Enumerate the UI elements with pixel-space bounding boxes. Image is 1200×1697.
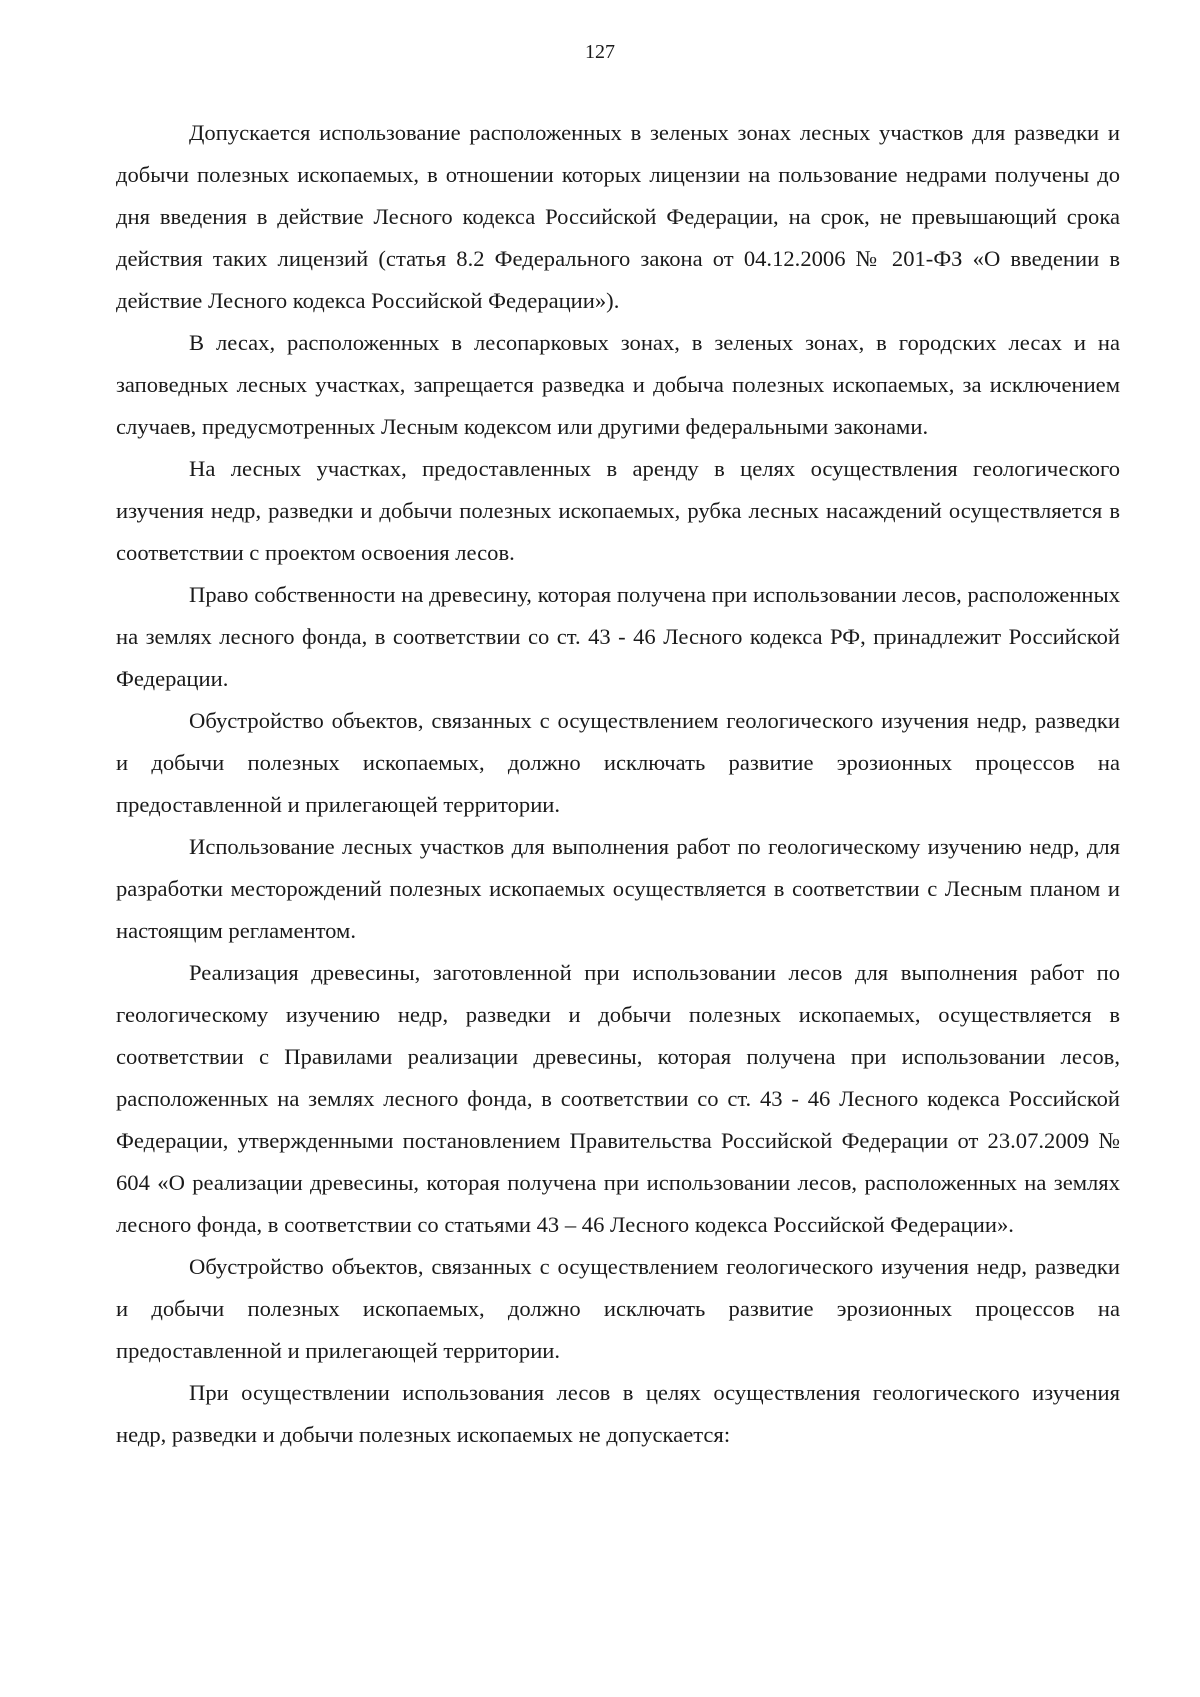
paragraph-2: В лесах, расположенных в лесопарковых зонах, в зеленых зонах, в городских лесах и на заповедных лесных участках, запрещается разведка и добыча полезных ископаемых, за исключением случаев, предусмотренных Лесным кодексом или другими федеральными законами. — [116, 330, 1120, 439]
paragraph-3: На лесных участках, предоставленных в аренду в целях осуществления геологического изучения недр, разведки и добычи полезных ископаемых, рубка лесных насаждений осуществляется в соответствии с проектом освоения лесов. — [116, 456, 1120, 565]
paragraph-8: Обустройство объектов, связанных с осуществлением геологического изучения недр, разведки и добычи полезных ископаемых, должно исключать развитие эрозионных процессов на предоставленной и прилегающей территории. — [116, 1254, 1120, 1363]
page-number: 127 — [585, 41, 615, 63]
paragraph-6: Использование лесных участков для выполнения работ по геологическому изучению недр, для разработки месторождений полезных ископаемых осуществляется в соответствии с Лесным планом и настоящим регламентом. — [116, 834, 1120, 943]
paragraph-9: При осуществлении использования лесов в целях осуществления геологического изучения недр, разведки и добычи полезных ископаемых не допускается: — [116, 1380, 1120, 1447]
paragraph-1: Допускается использование расположенных в зеленых зонах лесных участков для разведки и добычи полезных ископаемых, в отношении которых лицензии на пользование недрами получены до дня введения в действие Лесного кодекса Российской Федерации, на срок, не превышающий срока действия таких лицензий (статья 8.2 Федерального закона от 04.12.2006 № 201-ФЗ «О введении в действие Лесного кодекса Российской Федерации»). — [116, 120, 1120, 313]
paragraph-4: Право собственности на древесину, которая получена при использовании лесов, расположенных на землях лесного фонда, в соответствии со ст. 43 - 46 Лесного кодекса РФ, принадлежит Российской Федерации. — [116, 582, 1120, 691]
paragraph-5: Обустройство объектов, связанных с осуществлением геологического изучения недр, разведки и добычи полезных ископаемых, должно исключать развитие эрозионных процессов на предоставленной и прилегающей территории. — [116, 708, 1120, 817]
paragraph-7: Реализация древесины, заготовленной при использовании лесов для выполнения работ по геологическому изучению недр, разведки и добычи полезных ископаемых, осуществляется в соответствии с Правилами реализации древесины, которая получена при использовании лесов, расположенных на землях лесного фонда, в соответствии со ст. 43 - 46 Лесного кодекса Российской Федерации, утвержденными постановлением Правительства Российской Федерации от 23.07.2009 № 604 «О реализации древесины, которая получена при использовании лесов, расположенных на землях лесного фонда, в соответствии со статьями 43 – 46 Лесного кодекса Российской Федерации». — [116, 960, 1120, 1237]
document-body — [116, 112, 1120, 1456]
